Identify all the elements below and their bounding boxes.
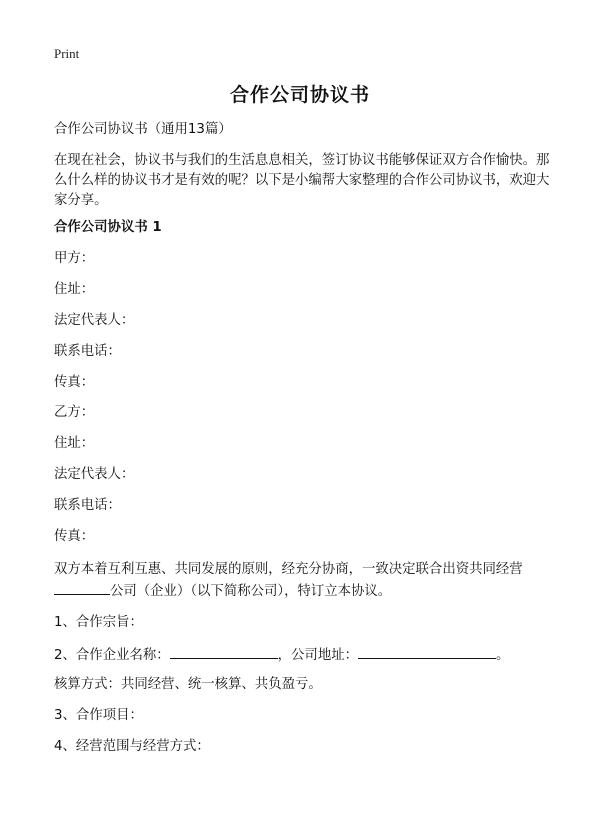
item-2-suffix: 。 (496, 648, 510, 663)
item-2-prefix: 2、合作企业名称： (54, 648, 170, 663)
party-a-phone-label: 联系电话： (54, 344, 121, 359)
document-title: 合作公司协议书 (229, 84, 370, 106)
item-2-enterprise-name (54, 644, 509, 666)
enterprise-name-blank (170, 644, 278, 659)
party-a-label: 甲方： (54, 251, 95, 266)
print-link[interactable]: Print (54, 46, 80, 61)
document-subtitle: 合作公司协议书（通用13篇） (54, 122, 232, 137)
accounting-method: 核算方式：共同经营、统一核算、共负盈亏。 (54, 677, 322, 692)
party-b-label: 乙方： (54, 405, 95, 420)
agreement-text-line1: 双方本着互利互惠、共同发展的原则，经充分协商，一致决定联合出资共同经营 (54, 562, 523, 577)
party-a-fax-label: 传真： (54, 375, 95, 390)
section-heading: 合作公司协议书 1 (54, 220, 162, 235)
item-1-purpose: 1、合作宗旨： (54, 615, 143, 630)
intro-paragraph: 在现在社会，协议书与我们的生活息息相关，签订协议书能够保证双方合作愉快。那么什么样的协议书才是有效的呢？以下是小编帮大家整理的合作公司协议书，欢迎大家分享。 (54, 153, 550, 208)
item-2-mid: ，公司地址： (277, 648, 358, 663)
party-b-address-label: 住址： (54, 436, 95, 451)
agreement-text-line2-content: 公司（企业）（以下简称公司），特订立本协议。 (110, 584, 392, 599)
item-4-scope: 4、经营范围与经营方式： (54, 739, 210, 754)
item-3-project: 3、合作项目： (54, 708, 143, 723)
agreement-text-line2 (54, 580, 391, 602)
party-b-fax-label: 传真： (54, 529, 95, 544)
party-b-phone-label: 联系电话： (54, 498, 121, 513)
party-a-address-label: 住址： (54, 282, 95, 297)
party-a-representative-label: 法定代表人： (54, 313, 135, 328)
company-address-blank (358, 644, 496, 659)
party-b-representative-label: 法定代表人： (54, 467, 135, 482)
business-name-blank (54, 580, 110, 595)
